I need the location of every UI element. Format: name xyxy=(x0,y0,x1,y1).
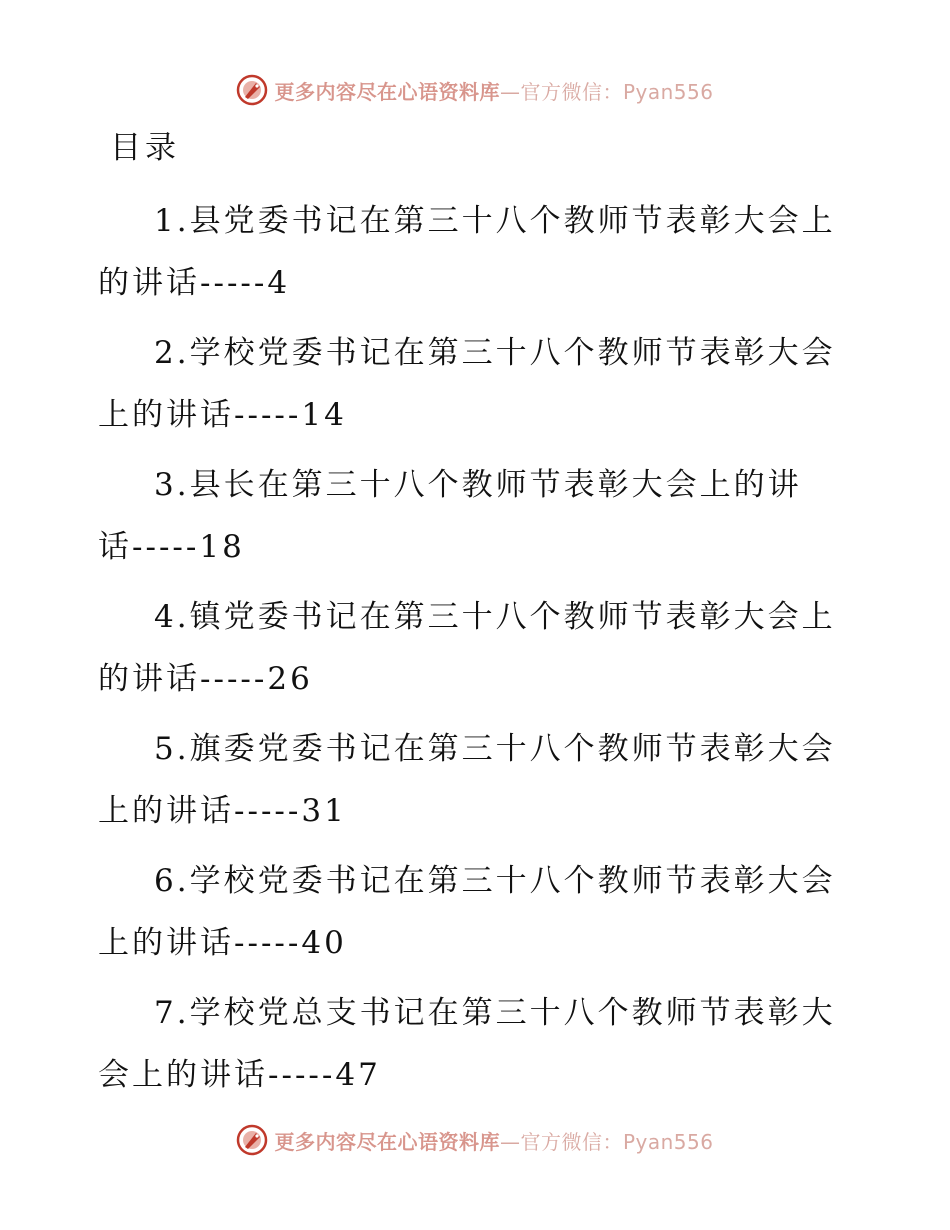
pen-nib-logo-icon xyxy=(236,74,268,106)
toc-list xyxy=(98,190,838,1114)
header-banner xyxy=(0,70,950,110)
banner-text xyxy=(274,76,713,105)
banner-sub-text: —官方微信：Pyan556 xyxy=(499,79,714,104)
toc-item-2: 2.学校党委书记在第三十八个教师节表彰大会上的讲话-----14 xyxy=(98,335,836,433)
banner-sub-text: —官方微信：Pyan556 xyxy=(499,1129,714,1154)
banner-main-text: 更多内容尽在心语资料库 xyxy=(274,79,500,104)
toc-item-3: 3.县长在第三十八个教师节表彰大会上的讲话-----18 xyxy=(98,467,802,565)
toc-item-7: 7.学校党总支书记在第三十八个教师节表彰大会上的讲话-----47 xyxy=(98,995,836,1093)
pen-nib-logo-icon xyxy=(236,1124,268,1156)
toc-item-5: 5.旗委党委书记在第三十八个教师节表彰大会上的讲话-----31 xyxy=(98,731,836,829)
banner-text xyxy=(274,1126,713,1155)
banner-main-text: 更多内容尽在心语资料库 xyxy=(274,1129,500,1154)
toc-title: 目录 xyxy=(110,130,180,166)
toc-item-1: 1.县党委书记在第三十八个教师节表彰大会上的讲话-----4 xyxy=(98,203,836,301)
footer-banner xyxy=(0,1120,950,1160)
toc-item-4: 4.镇党委书记在第三十八个教师节表彰大会上的讲话-----26 xyxy=(98,599,836,697)
toc-item-6: 6.学校党委书记在第三十八个教师节表彰大会上的讲话-----40 xyxy=(98,863,836,961)
